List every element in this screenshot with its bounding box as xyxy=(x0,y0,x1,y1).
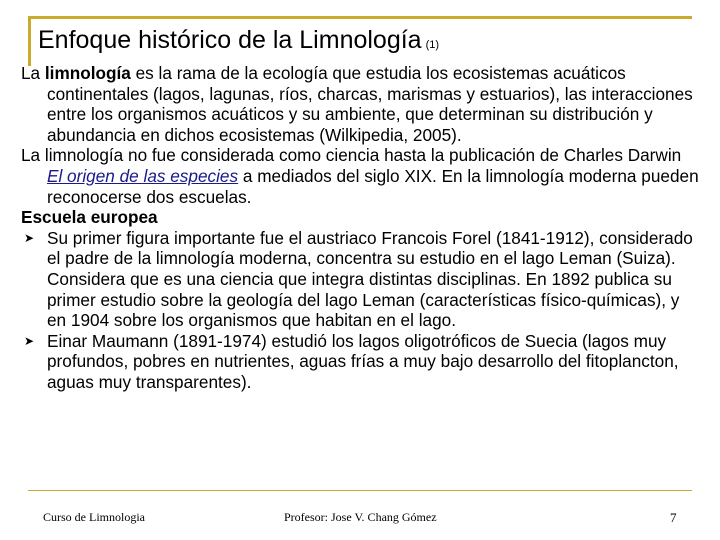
list-item-maumann-text: Einar Maumann (1891-1974) estudió los lagos oligotróficos de Suecia (lagos muy profundos, pobres en nutrientes, aguas frías a muy bajo desarrollo del fitoplancton, aguas muy transparentes). xyxy=(47,330,679,392)
title-frame-left-line xyxy=(28,16,31,66)
arrow-bullet-icon: ➤ xyxy=(24,333,35,348)
paragraph-history-text: a mediados del siglo XIX. En la limnología moderna pueden reconocerse dos escuelas. xyxy=(47,165,699,207)
title-frame-top-line xyxy=(28,16,692,19)
footer-divider xyxy=(28,490,692,491)
list-item-forel-text: Su primer figura importante fue el austriaco Francois Forel (1841-1912), considerado el padre de la limnología moderna, concentra su estudio en el lago Leman (Suiza). Considera que es una ciencia que integra distintas disciplinas. En 1892 publica su primer estudio sobre la geología del lago Leman (características físico-químicas), y en 1904 sobre los organismos que habitan en el lago. xyxy=(47,227,693,331)
term-limnologia: limnología xyxy=(44,63,131,83)
list-item-forel xyxy=(21,228,701,331)
footer-professor: Profesor: Jose V. Chang Gómez xyxy=(284,510,437,524)
slide-body xyxy=(21,63,701,393)
list-item-maumann xyxy=(21,331,701,393)
footer-course: Curso de Limnologia xyxy=(43,510,145,524)
book-title-link[interactable]: El origen de las especies xyxy=(47,165,239,186)
slide-title xyxy=(38,26,439,55)
arrow-bullet-icon: ➤ xyxy=(24,230,35,245)
paragraph-definition-text: es la rama de la ecología que estudia los ecosistemas acuáticos continentales (lagos, lagunas, ríos, charcas, marismas y estuarios), las interacciones entre los organismos acuáticos y su ambiente, que determinan su distribución y abundancia en dichos ecosistemas (Wilkipedia, 2005). xyxy=(47,63,693,145)
page-number: 7 xyxy=(670,510,677,525)
paragraph-history-intro: La limnología no fue considerada como ciencia hasta la publicación de Charles Darwin xyxy=(21,145,682,166)
slide-title-text: Enfoque histórico de la Limnología xyxy=(38,26,422,54)
slide-title-number: (1) xyxy=(425,39,440,51)
paragraph-history xyxy=(21,145,701,207)
section-heading-escuela-europea: Escuela europea xyxy=(21,207,158,228)
paragraph-definition-intro: La xyxy=(21,63,45,83)
paragraph-definition xyxy=(21,63,701,145)
